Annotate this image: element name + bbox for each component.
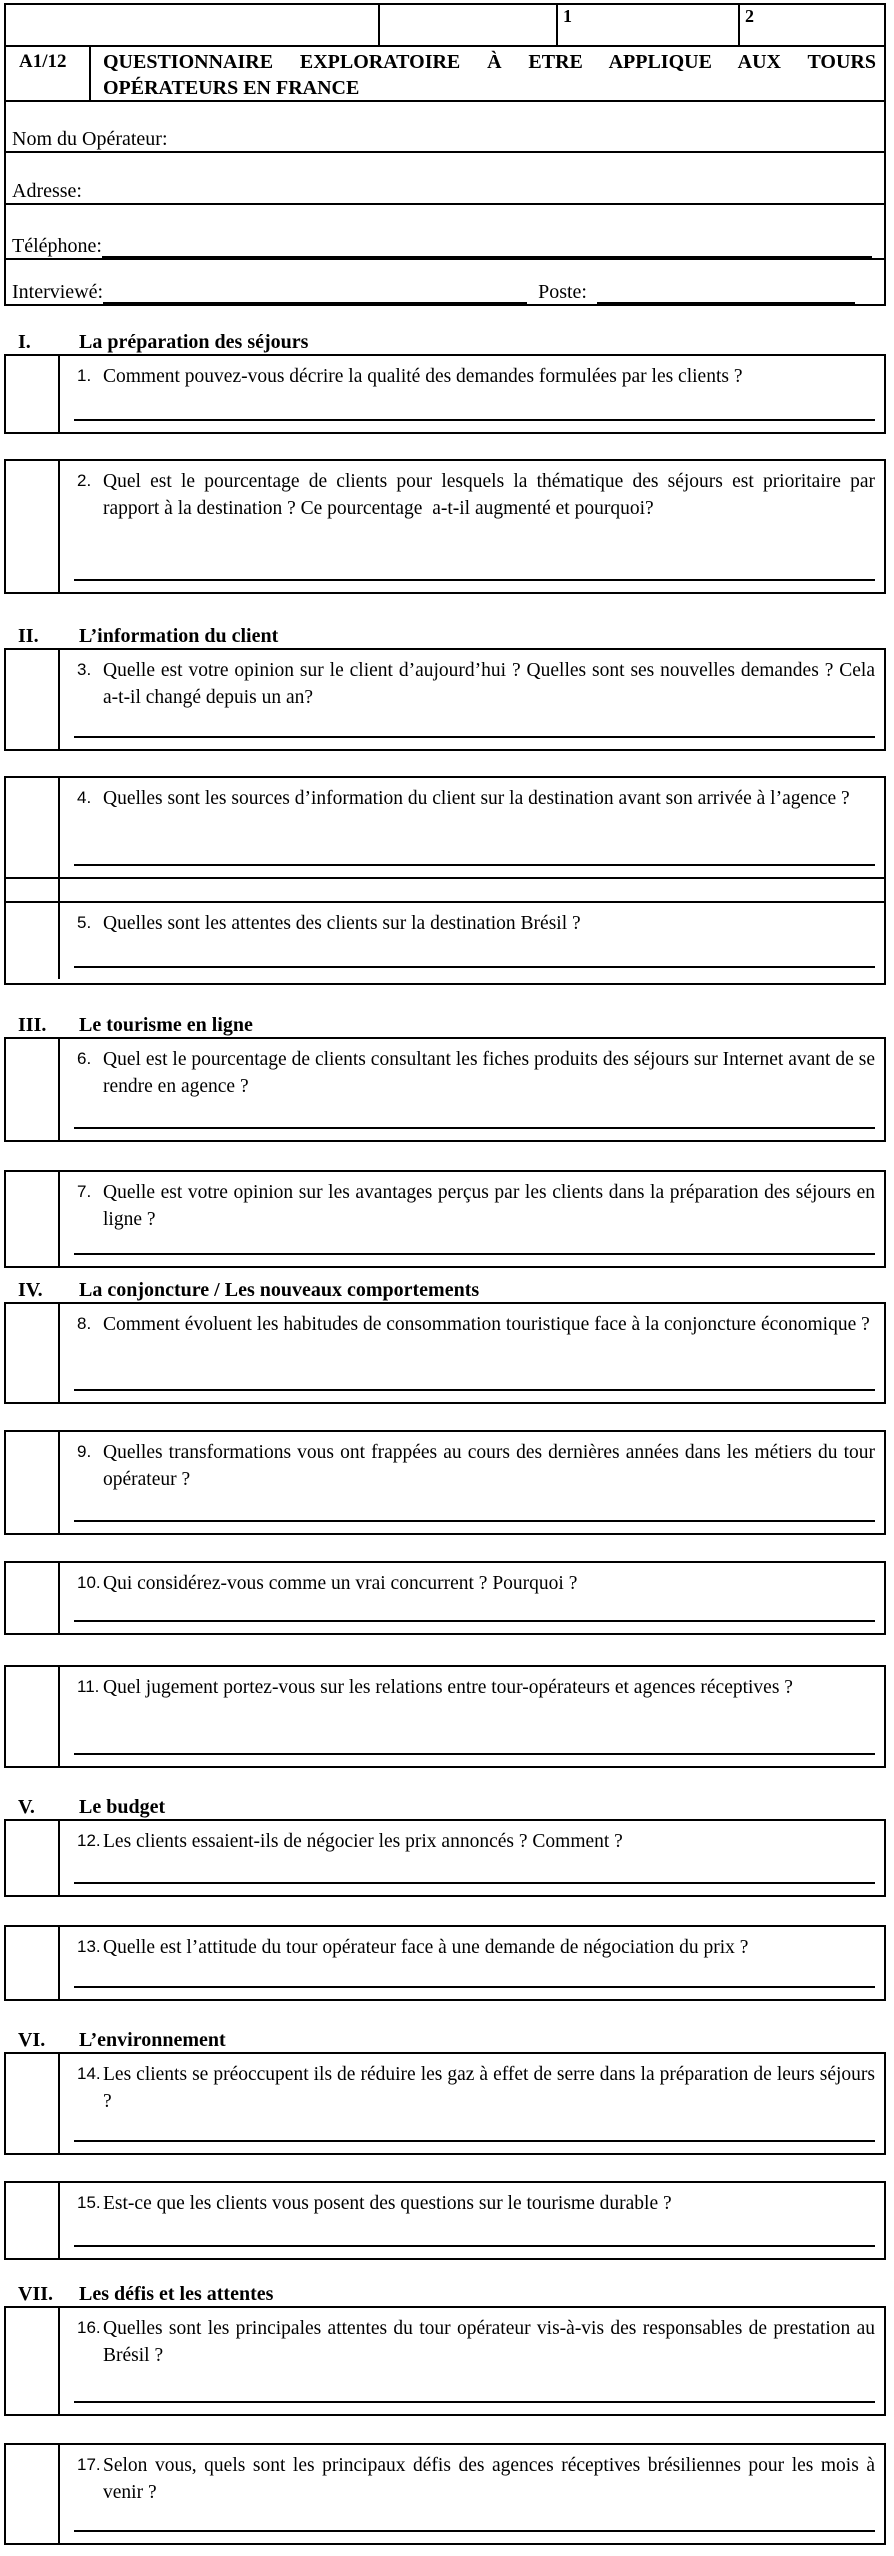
question-text: Quelles sont les sources d’information du client sur la destination avant son arrivée à l’agence ?: [103, 788, 850, 809]
question-checkbox-cell: [6, 650, 60, 749]
section-heading-4: [4, 1278, 894, 1302]
field-address: [6, 153, 884, 205]
question-cell: [60, 903, 884, 979]
question-number: 4.: [77, 788, 92, 807]
question-text: Est-ce que les clients vous posent des questions sur le tourisme durable ?: [103, 2193, 672, 2214]
answer-line: [74, 2401, 875, 2403]
address-label: Adresse:: [12, 180, 82, 202]
question-text: Quel est le pourcentage de clients consultant les fiches produits des séjours sur Internet avant de se rendre en agence ?: [103, 1049, 880, 1097]
question-cell: [60, 1304, 884, 1402]
field-interviewee: [6, 260, 884, 304]
question-text: Les clients se préoccupent ils de réduire les gaz à effet de serre dans la préparation de leurs séjours ?: [103, 2064, 880, 2112]
question-checkbox-cell: [6, 2054, 60, 2153]
question-box-2: [4, 459, 886, 594]
header-number-row: [6, 5, 884, 47]
question-number: 11.: [77, 1677, 100, 1696]
question-number: 12.: [77, 1831, 101, 1850]
question-number: 2.: [77, 471, 92, 490]
question-cell: [60, 1432, 884, 1533]
answer-line: [74, 2530, 875, 2532]
section-numeral: IV.: [18, 1279, 43, 1301]
question-box-11: [4, 1665, 886, 1768]
question-number: 14.: [77, 2064, 101, 2083]
answer-line: [74, 1389, 875, 1391]
section-title: La conjoncture / Les nouveaux comportements: [79, 1279, 480, 1301]
question-box-12: [4, 1819, 886, 1897]
question-checkbox-cell: [6, 1821, 60, 1895]
question-box-3: [4, 648, 886, 751]
question-cell: [60, 2445, 884, 2543]
question-checkbox-cell: [6, 2183, 60, 2258]
answer-line: [74, 1253, 875, 1255]
field-operator-name: [6, 102, 884, 153]
question-checkbox-cell: [6, 1039, 60, 1140]
question-text: Quelle est votre opinion sur les avantages perçus par les clients dans la préparation des séjours en ligne ?: [103, 1182, 880, 1230]
question-checkbox-cell: [6, 461, 60, 592]
question-checkbox-cell: [6, 356, 60, 432]
question-text: Quelles sont les attentes des clients sur la destination Brésil ?: [103, 913, 581, 934]
answer-line: [74, 419, 875, 421]
question-number: 1.: [77, 366, 92, 385]
question-number: 15.: [77, 2193, 101, 2212]
question-text: Comment évoluent les habitudes de consommation touristique face à la conjoncture économique ?: [103, 1314, 870, 1335]
question-box-10: [4, 1561, 886, 1635]
question-cell: [60, 778, 884, 877]
poste-blank-line: [597, 278, 855, 304]
phone-label: Téléphone:: [12, 235, 102, 257]
answer-line: [74, 1986, 875, 1988]
question-checkbox-cell: [6, 903, 60, 979]
question-cell: [60, 2308, 884, 2414]
section-heading-2: [4, 624, 894, 648]
answer-line: [74, 1620, 875, 1622]
phone-blank-line: [102, 232, 872, 258]
question-number: 3.: [77, 660, 92, 679]
question-checkbox-cell: [6, 778, 60, 877]
question-number: 16.: [77, 2318, 101, 2337]
question-cell: [60, 1821, 884, 1895]
question-cell: [60, 461, 884, 592]
header-cell-blank-2: [380, 5, 558, 45]
question-text: Les clients essaient-ils de négocier les prix annoncés ? Comment ?: [103, 1831, 623, 1852]
question-checkbox-cell: [6, 1172, 60, 1266]
question-box-17: [4, 2443, 886, 2545]
question-box-6: [4, 1037, 886, 1142]
question-box-8: [4, 1302, 886, 1404]
question-cell: [60, 1667, 884, 1766]
question-group-4-5: [4, 776, 886, 985]
answer-line: [74, 2245, 875, 2247]
question-checkbox-cell: [6, 2308, 60, 2414]
question-box-14: [4, 2052, 886, 2155]
doc-code: A1/12: [6, 47, 91, 100]
operator-name-label: Nom du Opérateur:: [12, 128, 168, 150]
question-text: Quelles transformations vous ont frappées au cours des dernières années dans les métiers du tour opérateur ?: [103, 1442, 880, 1490]
question-cell: [60, 2183, 884, 2258]
question-box-13: [4, 1925, 886, 2001]
interviewee-label: Interviewé:: [12, 281, 104, 303]
question-cell: [60, 650, 884, 749]
question-box-5: [6, 903, 884, 979]
question-checkbox-cell: [6, 1432, 60, 1533]
question-cell: [60, 2054, 884, 2153]
question-text: Quelle est votre opinion sur le client d’aujourd’hui ? Quelles sont ses nouvelles demandes ? Cela a-t-il changé depuis un an?: [103, 660, 880, 708]
section-numeral: VI.: [18, 2029, 46, 2051]
section-numeral: VII.: [18, 2283, 54, 2305]
answer-line: [74, 966, 875, 968]
answer-line: [74, 1127, 875, 1129]
question-box-4: [6, 778, 884, 879]
question-text: Quelles sont les principales attentes du tour opérateur vis-à-vis des responsables de prestation au Brésil ?: [103, 2318, 880, 2366]
header-cell-blank-1: [6, 5, 380, 45]
title-row: [6, 47, 884, 102]
question-text: Quel est le pourcentage de clients pour lesquels la thématique des séjours est prioritaire par rapport à la destination ? Ce pourcentage a-t-il augmenté et pourquoi?: [103, 471, 880, 519]
question-text: Quelle est l’attitude du tour opérateur face à une demande de négociation du prix ?: [103, 1937, 749, 1958]
question-checkbox-cell: [6, 1304, 60, 1402]
answer-line: [74, 1882, 875, 1884]
section-title: Le budget: [79, 1796, 166, 1818]
question-checkbox-cell: [6, 1927, 60, 1999]
question-checkbox-cell: [6, 2445, 60, 2543]
doc-title: QUESTIONNAIRE EXPLORATOIRE À ETRE APPLIQUE AUX TOURS OPÉRATEURS EN FRANCE: [103, 51, 876, 99]
section-numeral: V.: [18, 1796, 35, 1818]
section-heading-7: [4, 2282, 894, 2306]
answer-line: [74, 864, 875, 866]
interviewee-blank-line: [103, 278, 527, 304]
question-number: 5.: [77, 913, 92, 932]
question-cell: [60, 356, 884, 432]
question-number: 7.: [77, 1182, 92, 1201]
question-box-15: [4, 2181, 886, 2260]
answer-line: [74, 1520, 875, 1522]
question-text: Quel jugement portez-vous sur les relations entre tour-opérateurs et agences réceptives ?: [103, 1677, 793, 1698]
answer-line: [74, 1753, 875, 1755]
section-numeral: I.: [18, 331, 31, 353]
question-number: 17.: [77, 2455, 101, 2474]
section-title: Le tourisme en ligne: [79, 1014, 253, 1036]
section-title: La préparation des séjours: [79, 331, 309, 353]
question-checkbox-cell: [6, 879, 60, 901]
section-numeral: III.: [18, 1014, 47, 1036]
question-checkbox-cell: [6, 1667, 60, 1766]
section-heading-6: [4, 2028, 894, 2052]
question-number: 6.: [77, 1049, 92, 1068]
question-box-1: [4, 354, 886, 434]
question-text: Selon vous, quels sont les principaux défis des agences réceptives brésiliennes pour les mois à venir ?: [103, 2455, 880, 2503]
header-cell-1: 1: [558, 5, 740, 45]
question-box-16: [4, 2306, 886, 2416]
section-heading-1: [4, 330, 894, 354]
field-phone: [6, 205, 884, 260]
empty-cell: [60, 879, 884, 901]
question-checkbox-cell: [6, 1563, 60, 1633]
question-cell: [60, 1563, 884, 1633]
question-number: 9.: [77, 1442, 92, 1461]
question-cell: [60, 1927, 884, 1999]
answer-line: [74, 2140, 875, 2142]
section-title: Les défis et les attentes: [79, 2283, 274, 2305]
empty-row: [6, 879, 884, 903]
section-heading-5: [4, 1795, 894, 1819]
question-cell: [60, 1039, 884, 1140]
section-title: L’environnement: [79, 2029, 226, 2051]
question-box-7: [4, 1170, 886, 1268]
section-heading-3: [4, 1013, 894, 1037]
answer-line: [74, 579, 875, 581]
section-numeral: II.: [18, 625, 39, 647]
question-box-9: [4, 1430, 886, 1535]
question-number: 13.: [77, 1937, 101, 1956]
poste-label: Poste:: [538, 281, 587, 303]
section-title: L’information du client: [79, 625, 279, 647]
question-number: 10.: [77, 1573, 101, 1592]
question-text: Comment pouvez-vous décrire la qualité des demandes formulées par les clients ?: [103, 366, 743, 387]
header-table: [4, 3, 886, 306]
header-cell-2: 2: [745, 6, 754, 26]
question-text: Qui considérez-vous comme un vrai concurrent ? Pourquoi ?: [103, 1573, 578, 1594]
answer-line: [74, 736, 875, 738]
question-cell: [60, 1172, 884, 1266]
question-number: 8.: [77, 1314, 92, 1333]
